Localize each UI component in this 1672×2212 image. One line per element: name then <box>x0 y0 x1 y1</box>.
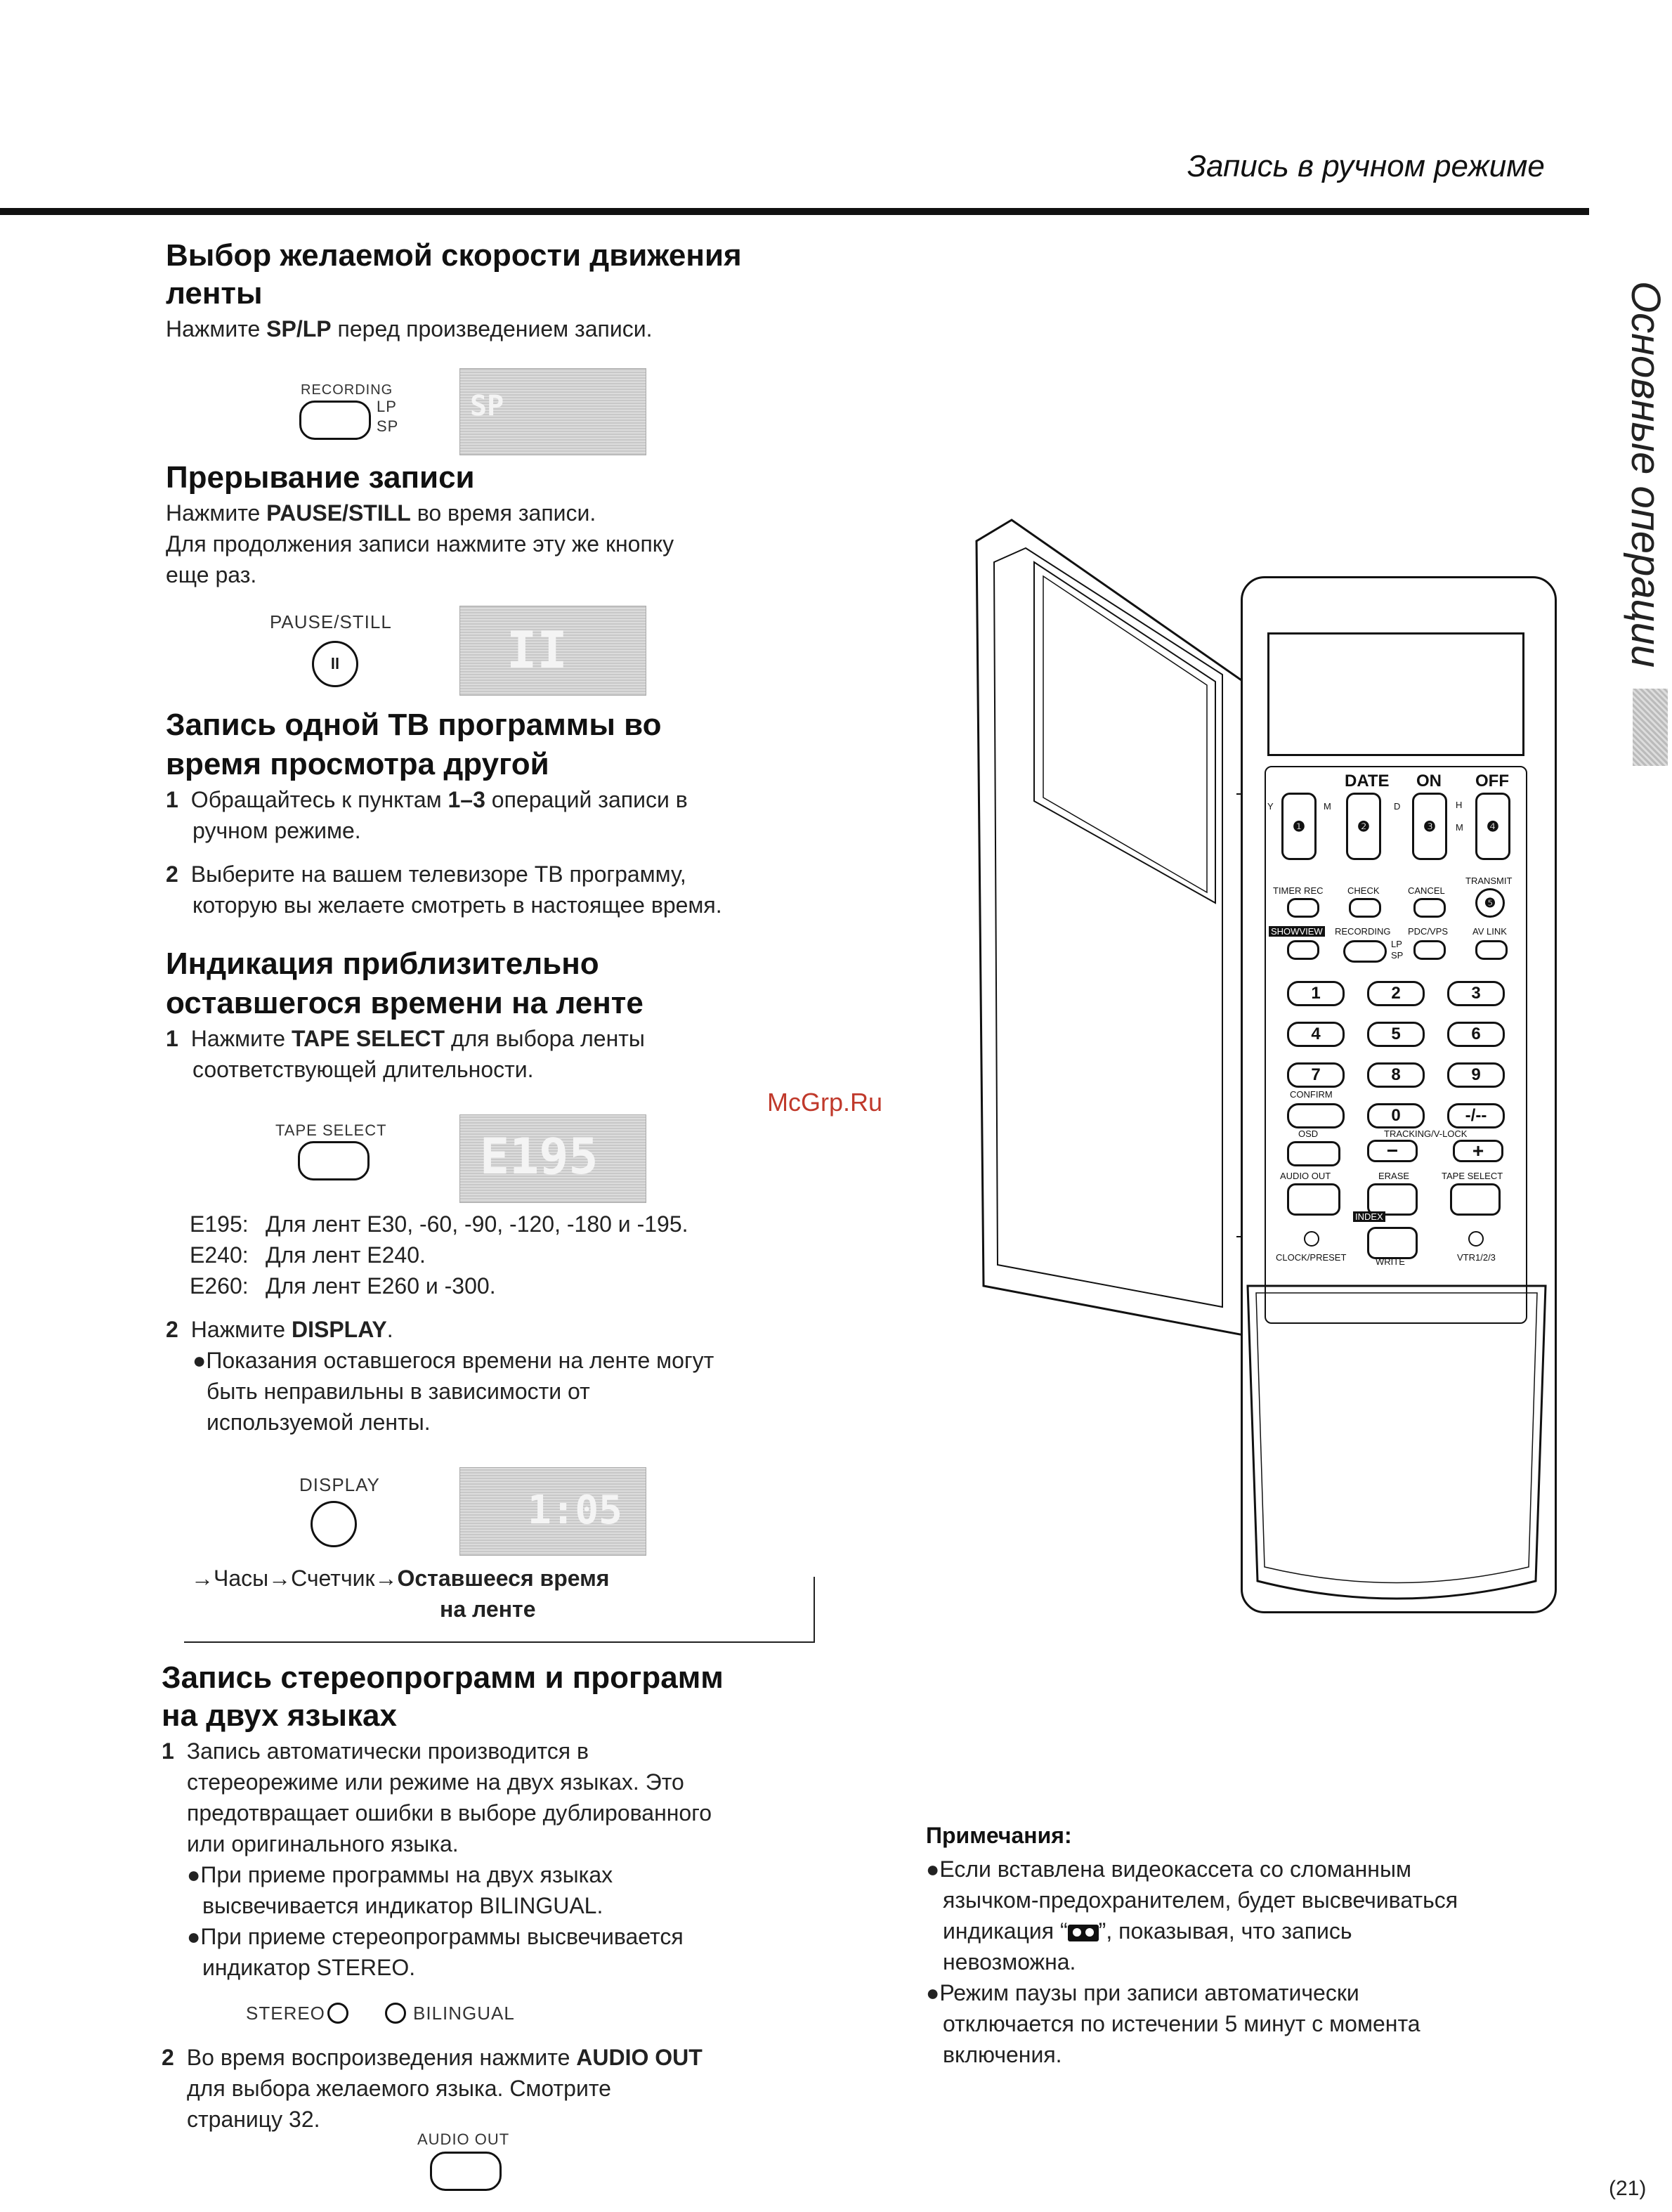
flow-line1: →Часы→Счетчик→Оставшееся время <box>191 1566 610 1591</box>
sec4-item2: 2 Нажмите DISPLAY. <box>166 1317 393 1342</box>
remote-tracking-plus-button[interactable]: + <box>1453 1140 1503 1162</box>
remote-cancel-label: CANCEL <box>1408 885 1445 896</box>
remote-timer-rec-button[interactable] <box>1287 898 1319 918</box>
side-tab-label: Основные операции <box>1623 281 1668 668</box>
side-tab <box>1623 274 1669 766</box>
remote-key-2[interactable]: 2 <box>1367 981 1425 1006</box>
tape-select-button-icon <box>298 1141 370 1180</box>
remote-tape-select-button[interactable] <box>1450 1183 1501 1216</box>
page-number: (21) <box>1609 2177 1647 2200</box>
remote-y-label: Y <box>1267 801 1274 812</box>
remote-lp-label: LP <box>1391 939 1402 949</box>
sec5-item1-line4: или оригинального языка. <box>187 1831 459 1856</box>
lp-label: LP <box>377 398 397 415</box>
remote-date-stepper[interactable]: ❷ <box>1346 793 1381 860</box>
audio-out-label: AUDIO OUT <box>417 2130 510 2148</box>
tape-row-code: E260: <box>190 1273 249 1299</box>
remote-lid-illustration <box>969 513 1265 1342</box>
sec4-item1: 1 Нажмите TAPE SELECT для выбора ленты <box>166 1026 645 1051</box>
sec3-title-line1: Запись одной ТВ программы во <box>166 708 662 742</box>
sec5-item1-line3: предотвращает ошибки в выборе дублированного <box>187 1800 712 1826</box>
recording-button-icon <box>299 401 371 440</box>
watermark: McGrp.Ru <box>767 1088 883 1117</box>
remote-audio-out-button[interactable] <box>1287 1183 1340 1216</box>
remote-on-stepper[interactable]: ❸ <box>1412 793 1447 860</box>
remote-osd-button[interactable] <box>1287 1141 1340 1166</box>
remote-vtr-label: VTR1/2/3 <box>1457 1252 1496 1263</box>
remote-y-m-stepper[interactable]: ❶ <box>1281 793 1317 860</box>
remote-osd-label: OSD <box>1298 1128 1319 1139</box>
tape-row-code: E195: <box>190 1211 249 1237</box>
note2-line2: отключается по истечении 5 минут с момента <box>943 2011 1420 2036</box>
sec4-item1-line2: соответствующей длительности. <box>192 1057 534 1082</box>
remote-showview-label: SHOWVIEW <box>1269 926 1325 937</box>
sec3-item1-line2: ручном режиме. <box>192 818 361 843</box>
e195-display: E195 <box>459 1114 646 1203</box>
remaining-time-display: 1:05 <box>459 1467 646 1556</box>
pause-still-label: PAUSE/STILL <box>270 611 392 632</box>
sec2-line1: Нажмите PAUSE/STILL во время записи. <box>166 500 596 526</box>
notes-title: Примечания: <box>926 1823 1072 1848</box>
bilingual-label: BILINGUAL <box>413 2003 515 2024</box>
sec5-item2: 2 Во время воспроизведения нажмите AUDIO OUT <box>162 2045 703 2070</box>
stereo-label: STEREO <box>246 2003 325 2024</box>
remote-cancel-button[interactable] <box>1413 898 1446 918</box>
remote-confirm-label: CONFIRM <box>1290 1089 1333 1100</box>
note2-line3: включения. <box>943 2042 1062 2067</box>
note1-line3: индикация “ ”, показывая, что запись <box>943 1918 1352 1944</box>
remote-key-5[interactable]: 5 <box>1367 1022 1425 1047</box>
tape-row-desc: Для лент E30, -60, -90, -120, -180 и -195. <box>266 1211 688 1237</box>
remote-clock-preset-label: CLOCK/PRESET <box>1276 1252 1347 1263</box>
remote-lcd-window <box>1267 632 1524 756</box>
sec3-item2-line2: которую вы желаете смотреть в настоящее время. <box>192 892 722 918</box>
remote-d-label: D <box>1394 801 1401 812</box>
remote-write-button[interactable] <box>1367 1227 1418 1259</box>
flow-line2: на ленте <box>440 1596 536 1622</box>
remote-dash-button[interactable]: -/-- <box>1447 1103 1505 1128</box>
sec3-item1: 1 Обращайтесь к пунктам 1–3 операций записи в <box>166 787 688 812</box>
sec5-title-line2: на двух языках <box>162 1698 397 1733</box>
remote-tape-select-label: TAPE SELECT <box>1442 1171 1503 1181</box>
remote-key-7[interactable]: 7 <box>1287 1062 1345 1088</box>
sec2-line3: еще раз. <box>166 562 257 587</box>
remote-tracking-minus-button[interactable]: − <box>1367 1140 1418 1162</box>
remote-bottom-illustration <box>1241 1279 1553 1616</box>
sec4-bullet-line1: ●Показания оставшегося времени на ленте могут <box>192 1348 714 1373</box>
remote-sp-label: SP <box>1391 950 1404 961</box>
remote-key-1[interactable]: 1 <box>1287 981 1345 1006</box>
sec1-title-line2: ленты <box>166 276 263 311</box>
remote-date-label: DATE <box>1345 772 1390 791</box>
remote-confirm-button[interactable] <box>1287 1103 1345 1128</box>
pause-icon: ll <box>312 641 358 687</box>
sec5-item1: 1 Запись автоматически производится в <box>162 1738 589 1764</box>
remote-index-label: INDEX <box>1353 1211 1385 1222</box>
remote-showview-button[interactable] <box>1287 940 1319 960</box>
sec2-title: Прерывание записи <box>166 460 475 495</box>
sec5-bullet1-line2: высвечивается индикатор BILINGUAL. <box>202 1893 603 1918</box>
remote-clock-preset-button[interactable] <box>1304 1231 1319 1247</box>
tape-row-code: E240: <box>190 1242 249 1268</box>
sec5-item2-line3: страницу 32. <box>187 2107 320 2132</box>
sec1-text: Нажмите SP/LP перед произведением записи. <box>166 316 653 341</box>
remote-key-0[interactable]: 0 <box>1367 1103 1425 1128</box>
remote-recording-sp-lp-button[interactable] <box>1343 940 1387 963</box>
remote-write-label: WRITE <box>1376 1256 1405 1267</box>
remote-hm-label: M <box>1456 822 1463 833</box>
remote-check-label: CHECK <box>1347 885 1380 896</box>
remote-key-8[interactable]: 8 <box>1367 1062 1425 1088</box>
sec5-bullet2-line1: ●При приеме стереопрограммы высвечивается <box>187 1924 684 1949</box>
remote-transmit-label: TRANSMIT <box>1465 876 1513 886</box>
sp-label: SP <box>377 417 399 435</box>
side-tab-bar <box>1633 689 1668 766</box>
sec4-title-line1: Индикация приблизительно <box>166 946 599 981</box>
header-rule <box>0 208 1589 215</box>
sp-display: SP <box>459 368 646 455</box>
remote-off-stepper[interactable]: ❹ <box>1475 793 1510 860</box>
sec3-title-line2: время просмотра другой <box>166 747 549 781</box>
note2-line1: ●Режим паузы при записи автоматически <box>926 1980 1359 2005</box>
sec1-title-line1: Выбор желаемой скорости движения <box>166 238 742 273</box>
remote-key-9[interactable]: 9 <box>1447 1062 1505 1088</box>
remote-av-link-label: AV LINK <box>1472 926 1507 937</box>
tape-select-label: TAPE SELECT <box>275 1121 387 1139</box>
sec5-item2-line2: для выбора желаемого языка. Смотрите <box>187 2076 611 2101</box>
note1-line1: ●Если вставлена видеокассета со сломанным <box>926 1856 1411 1882</box>
sec5-title-line1: Запись стереопрограмм и программ <box>162 1660 724 1695</box>
remote-pdc-button[interactable] <box>1413 940 1446 960</box>
remote-recording-label: RECORDING <box>1335 926 1391 937</box>
remote-audio-out-label: AUDIO OUT <box>1280 1171 1331 1181</box>
remote-off-label: OFF <box>1475 772 1509 791</box>
note1-line2: язычком-предохранителем, будет высвечиваться <box>943 1887 1458 1913</box>
remote-vtr-button[interactable] <box>1468 1231 1484 1247</box>
sec5-bullet1-line1: ●При приеме программы на двух языках <box>187 1862 613 1887</box>
tape-row-desc: Для лент E260 и -300. <box>266 1273 496 1299</box>
remote-tracking-label: TRACKING/V-LOCK <box>1384 1128 1468 1139</box>
sec4-bullet-line2: быть неправильны в зависимости от <box>207 1379 590 1404</box>
remote-av-link-button[interactable] <box>1475 940 1508 960</box>
audio-out-button-icon <box>430 2152 502 2191</box>
remote-transmit-button[interactable]: ❺ <box>1475 888 1505 918</box>
sec5-item1-line2: стереорежиме или режиме на двух языках. Это <box>187 1769 684 1795</box>
note1-line4: невозможна. <box>943 1949 1076 1974</box>
display-button-icon <box>311 1501 357 1547</box>
remote-pdc-label: PDC/VPS <box>1408 926 1449 937</box>
sec4-title-line2: оставшегося времени на ленте <box>166 986 644 1020</box>
sec2-line2: Для продолжения записи нажмите эту же кнопку <box>166 531 674 557</box>
remote-on-label: ON <box>1416 772 1442 791</box>
sec3-item2: 2 Выберите на вашем телевизоре ТВ программу, <box>166 861 686 887</box>
remote-timer-rec-label: TIMER REC <box>1273 885 1324 896</box>
display-label: DISPLAY <box>299 1474 380 1495</box>
remote-h-label: H <box>1456 800 1463 810</box>
remote-key-6[interactable]: 6 <box>1447 1022 1505 1047</box>
remote-check-button[interactable] <box>1349 898 1381 918</box>
bilingual-indicator-icon <box>385 2003 406 2024</box>
stereo-indicator-icon <box>327 2003 348 2024</box>
tape-row-desc: Для лент E240. <box>266 1242 426 1268</box>
pause-display: II <box>459 606 646 696</box>
sec4-bullet-line3: используемой ленты. <box>207 1410 431 1435</box>
remote-key-3[interactable]: 3 <box>1447 981 1505 1006</box>
remote-m-label: M <box>1324 801 1331 812</box>
cassette-icon <box>1068 1925 1099 1941</box>
sec5-bullet2-line2: индикатор STEREO. <box>202 1955 416 1980</box>
remote-key-4[interactable]: 4 <box>1287 1022 1345 1047</box>
page-header-title: Запись в ручном режиме <box>1187 149 1545 183</box>
recording-label: RECORDING <box>301 382 393 398</box>
remote-erase-label: ERASE <box>1378 1171 1410 1181</box>
